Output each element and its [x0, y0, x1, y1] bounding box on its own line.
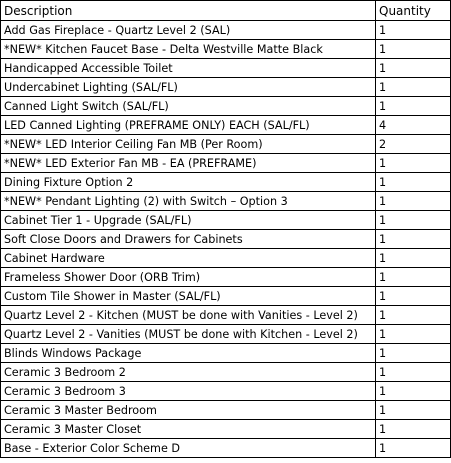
table-row: [1, 287, 451, 306]
description-cell: Undercabinet Lighting (SAL/FL): [1, 78, 376, 97]
table-row: [1, 382, 451, 401]
quantity-cell: 1: [376, 420, 451, 439]
table-row: [1, 40, 451, 59]
table-row: [1, 249, 451, 268]
table-row: [1, 230, 451, 249]
quantity-cell: 1: [376, 59, 451, 78]
quantity-cell: 1: [376, 344, 451, 363]
description-cell: Quartz Level 2 - Vanities (MUST be done with Kitchen - Level 2): [1, 325, 376, 344]
quantity-cell: 1: [376, 287, 451, 306]
description-cell: Add Gas Fireplace - Quartz Level 2 (SAL): [1, 21, 376, 40]
quantity-cell: 1: [376, 21, 451, 40]
table-row: [1, 344, 451, 363]
description-cell: Dining Fixture Option 2: [1, 173, 376, 192]
description-cell: *NEW* Pendant Lighting (2) with Switch – Option 3: [1, 192, 376, 211]
description-cell: Ceramic 3 Bedroom 2: [1, 363, 376, 382]
description-cell: Canned Light Switch (SAL/FL): [1, 97, 376, 116]
quantity-cell: 1: [376, 268, 451, 287]
table-row: [1, 363, 451, 382]
table-row: [1, 211, 451, 230]
quantity-cell: 1: [376, 363, 451, 382]
table-row: [1, 154, 451, 173]
table-row: [1, 325, 451, 344]
table-row: [1, 97, 451, 116]
description-cell: Cabinet Hardware: [1, 249, 376, 268]
quantity-column-header: Quantity: [376, 1, 451, 21]
table-row: [1, 306, 451, 325]
quantity-cell: 1: [376, 40, 451, 59]
table-row: [1, 59, 451, 78]
quantity-cell: 1: [376, 249, 451, 268]
quantity-cell: 1: [376, 382, 451, 401]
table-row: [1, 439, 451, 458]
quantity-cell: 1: [376, 306, 451, 325]
table-row: [1, 116, 451, 135]
description-cell: *NEW* LED Exterior Fan MB - EA (PREFRAME): [1, 154, 376, 173]
description-cell: LED Canned Lighting (PREFRAME ONLY) EACH (SAL/FL): [1, 116, 376, 135]
description-cell: Blinds Windows Package: [1, 344, 376, 363]
table-row: [1, 173, 451, 192]
quantity-cell: 1: [376, 230, 451, 249]
description-cell: Soft Close Doors and Drawers for Cabinets: [1, 230, 376, 249]
quantity-cell: 1: [376, 192, 451, 211]
quantity-cell: 4: [376, 116, 451, 135]
header-row: [1, 1, 451, 21]
description-cell: Frameless Shower Door (ORB Trim): [1, 268, 376, 287]
description-cell: Quartz Level 2 - Kitchen (MUST be done with Vanities - Level 2): [1, 306, 376, 325]
description-cell: Custom Tile Shower in Master (SAL/FL): [1, 287, 376, 306]
description-cell: Base - Exterior Color Scheme D: [1, 439, 376, 458]
description-column-header: Description: [1, 1, 376, 21]
options-table-body: [1, 21, 451, 458]
table-row: [1, 401, 451, 420]
description-cell: Ceramic 3 Master Closet: [1, 420, 376, 439]
table-row: [1, 420, 451, 439]
table-row: [1, 135, 451, 154]
quantity-cell: 1: [376, 211, 451, 230]
table-row: [1, 192, 451, 211]
quantity-cell: 1: [376, 173, 451, 192]
quantity-cell: 1: [376, 154, 451, 173]
description-cell: *NEW* LED Interior Ceiling Fan MB (Per Room): [1, 135, 376, 154]
quantity-cell: 1: [376, 401, 451, 420]
description-cell: Cabinet Tier 1 - Upgrade (SAL/FL): [1, 211, 376, 230]
table-row: [1, 78, 451, 97]
description-cell: Ceramic 3 Bedroom 3: [1, 382, 376, 401]
description-cell: Ceramic 3 Master Bedroom: [1, 401, 376, 420]
table-row: [1, 268, 451, 287]
quantity-cell: 1: [376, 78, 451, 97]
quantity-cell: 1: [376, 325, 451, 344]
description-cell: Handicapped Accessible Toilet: [1, 59, 376, 78]
quantity-cell: 2: [376, 135, 451, 154]
table-row: [1, 21, 451, 40]
description-cell: *NEW* Kitchen Faucet Base - Delta Westville Matte Black: [1, 40, 376, 59]
quantity-cell: 1: [376, 97, 451, 116]
quantity-cell: 1: [376, 439, 451, 458]
